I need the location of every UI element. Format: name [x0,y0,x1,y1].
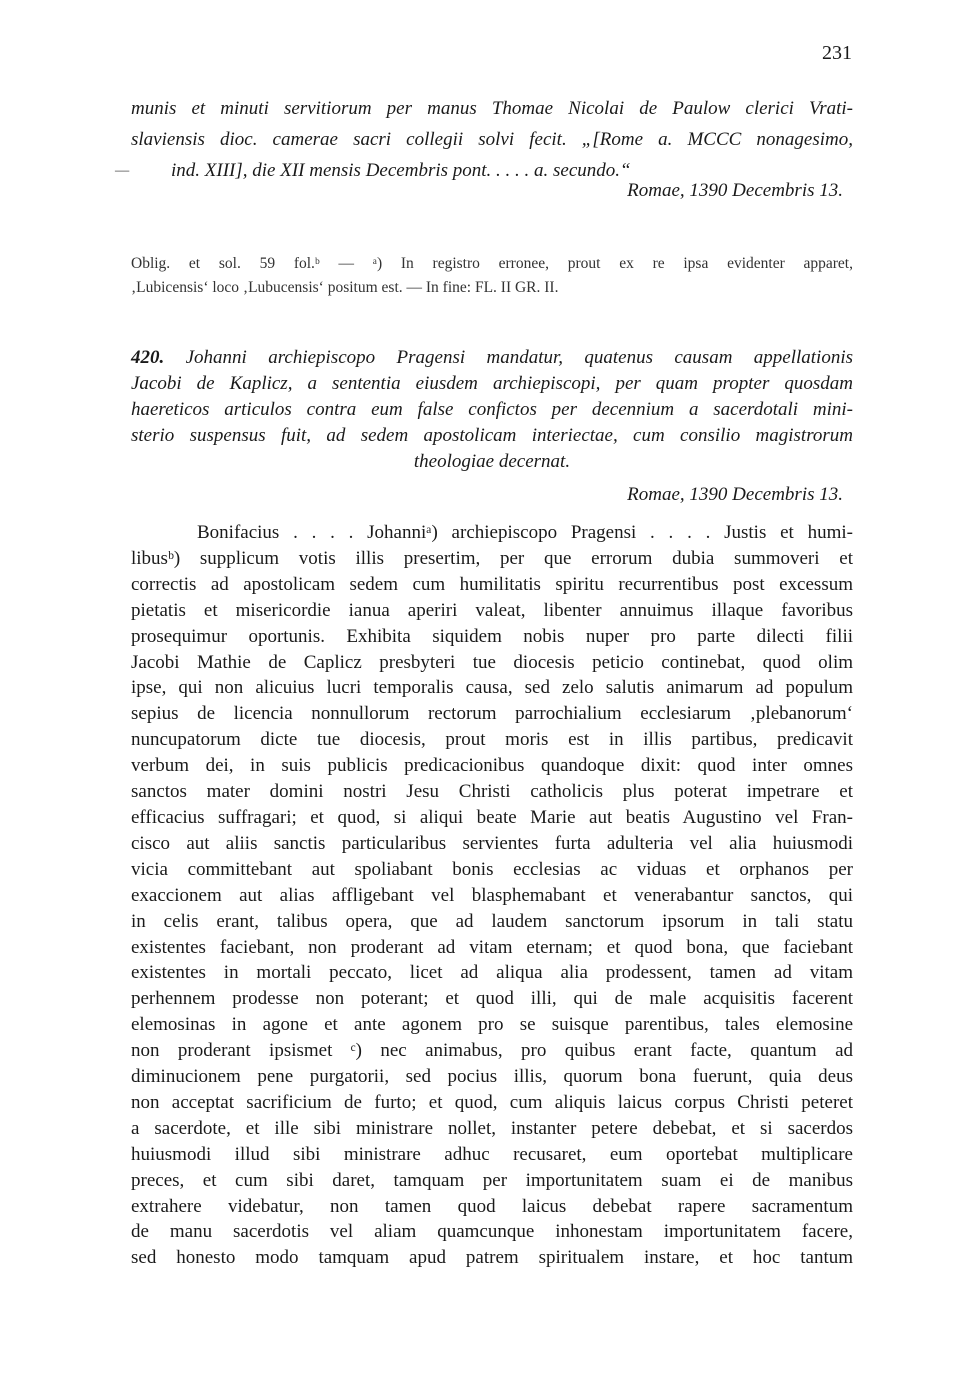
footnote [131,252,853,300]
date-line: Romae, 1390 Decembris 13. [627,484,843,505]
body-line: sanctos mater domini nostri Jesu Christi catholicis plus poterat impetrare et [131,781,853,803]
body-line: nuncupatorum dicte tue diocesis, prout moris est in illis partibus, predicavit [131,729,853,751]
body-line: extrahere videbatur, non tamen quod laicus debebat rapere sacramentum [131,1195,853,1217]
body-line: cisco aut aliis sanctis particularibus servientes furta adulteria vel alia huiusmodi [131,832,853,854]
text-line: haereticos articulos contra eum false confictos per decennium a sacerdotali mini- [131,399,853,420]
document-number: 420. [131,347,165,368]
body-line: perhennem prodesse non poterant; et quod illi, qui de male acquisitis facerent [131,988,853,1010]
body-line: prosequimur oportunis. Exhibita siquidem nobis nuper pro parte dilecti filii [131,625,853,647]
body-line: sepius de licencia nonnullorum rectorum parrochialium ecclesiarum ‚plebanorum‘ [131,703,853,725]
body-line: libusᵇ) supplicum votis illis presertim, per que errorum dubia summoveri et [131,547,853,569]
body-line: correctis ad apostolicam sedem cum humilitatis spiritu recurrentibus post excessum [131,573,853,595]
text-line: Jacobi de Kaplicz, a sententia eiusdem archiepiscopi, per quam propter quosdam [131,373,853,394]
text-line [131,345,853,371]
date-line: Romae, 1390 Decembris 13. [627,180,843,201]
footnote-line: ‚Lubicensis‘ loco ‚Lubucensis‘ positum est. — In fine: FL. II GR. II. [131,279,559,296]
page-number: 231 [822,42,852,64]
text-line: slaviensis dioc. camerae sacri collegii solvi fecit. „[Rome a. MCCC nonagesimo, [131,129,853,150]
body-line: preces, et cum sibi daret, tamquam per importunitatem suam ei de manibus [131,1169,853,1191]
text-line: sterio suspensus fuit, ad sedem apostolicam interiectae, cum consilio magistrorum [131,425,853,446]
body-line: exaccionem aut alias affligebant vel blasphemabant et venerabantur sanctos, qui [131,884,853,906]
body-line: non acceptat sacrificium de furto; et quod, cum aliquis laicus corpus Christi peteret [131,1091,853,1113]
body-line: efficacius suffragari; et quod, si aliqui beate Marie aut beatis Augustino vel Fran- [131,806,853,828]
body-line: sed honesto modo tamquam apud patrem spiritualem instare, et hoc tantum [131,1247,853,1269]
text-line: theologiae decernat. [413,451,571,472]
body-line: Jacobi Mathie de Caplicz presbyteri tue diocesis peticio continebat, quod olim [131,651,853,673]
body-text [131,520,853,1271]
top-paragraph [115,93,853,186]
margin-dash: — [115,162,130,179]
body-line: non proderant ipsismet ᶜ) nec animabus, pro quibus erant facte, quantum ad [131,1040,853,1062]
text-line: ind. XIII], die XII mensis Decembris pont. . . . . a. secundo.“ [171,160,631,181]
body-line: vicia committebant aut spoliabant bonis ecclesias ac viduas et orphanos per [131,858,853,880]
body-line: existentes in mortali peccato, licet ad aliqua alia prodessent, tamen ad vitam [131,962,853,984]
body-line: existentes faciebant, non proderant ad vitam eternam; et quod bona, que faciebant [131,936,853,958]
body-line: diminucionem pene purgatorii, sed pocius illis, quorum bona fuerunt, quia deus [131,1066,853,1088]
body-line: a sacerdote, et ille sibi ministrare nollet, instanter petere debebat, et si sacerdos [131,1117,853,1139]
footnote-line: Oblig. et sol. 59 fol.ᵇ — ᵃ) In registro erronee, prout ex re ipsa evidenter apparet, [131,255,853,272]
text-line-content: Johanni archiepiscopo Pragensi mandatur, quatenus causam appellationis [185,347,854,368]
body-line: elemosinas in agone et ante agonem pro se suisque parentibus, tales elemosine [131,1014,853,1036]
body-line: verbum dei, in suis publicis predicacionibus quandoque dixit: quod inter omnes [131,755,853,777]
body-line: ipse, qui non alicuius lucri temporalis causa, sed zelo salutis animarum ad populum [131,677,853,699]
body-line: in celis erant, talibus opera, que ad laudem sanctorum ipsorum in tali statu [131,910,853,932]
body-line: Bonifacius . . . . Johanniᵃ) archiepiscopo Pragensi . . . . Justis et humi- [197,522,853,543]
body-line: huiusmodi illud sibi ministrare adhuc recusaret, eum oportebat multiplicare [131,1143,853,1165]
body-line: de manu sacerdotis vel aliam quamcunque inhonestam importunitatem facere, [131,1221,853,1243]
regest-summary [131,345,853,475]
text-line: munis et minuti servitiorum per manus Thomae Nicolai de Paulow clerici Vrati- [131,98,853,119]
body-line: pietatis et misericordie ianua aperiri valeat, libenter annuimus illaque favoribus [131,599,853,621]
